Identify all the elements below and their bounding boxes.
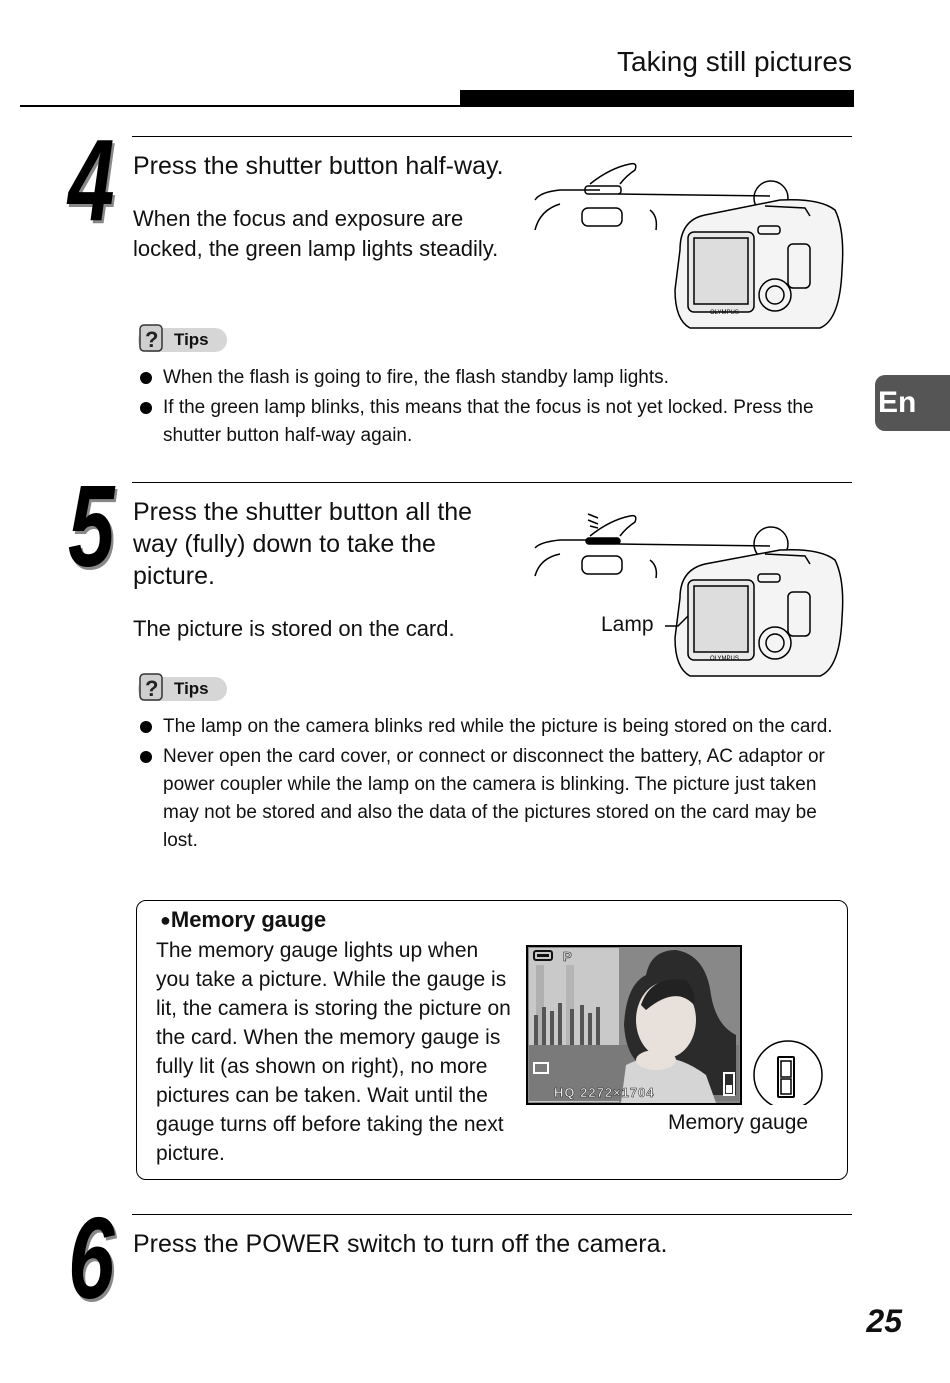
step-5-body: The picture is stored on the card. xyxy=(133,616,455,641)
step-4-number: 4 xyxy=(68,115,115,245)
step-5-title: Press the shutter button all the way (fully) down to take the picture. xyxy=(133,498,473,590)
language-tab-label: En xyxy=(878,386,917,419)
svg-text:?: ? xyxy=(145,676,159,701)
step-4-rule xyxy=(132,136,852,137)
lamp-label: Lamp xyxy=(601,613,654,636)
page-number: 25 xyxy=(866,1303,902,1339)
step-4-tips-list xyxy=(135,364,855,450)
page-header-title: Taking still pictures xyxy=(617,46,852,77)
memory-gauge-body: The memory gauge lights up when you take a picture. While the gauge is lit, the camera is storing the picture on the card. When the memory gauge is fully lit (as shown on right), no more pictures can be taken. Wait until the gauge turns off before taking the next picture. xyxy=(156,939,511,1165)
svg-text:OLYMPUS: OLYMPUS xyxy=(710,310,739,316)
tips-label: Tips xyxy=(138,677,227,701)
lcd-screen-photo xyxy=(526,945,826,1105)
camera-full-press-illustration xyxy=(530,508,850,688)
step-4-body: When the focus and exposure are locked, the green lamp lights steadily. xyxy=(133,206,499,261)
memory-gauge-title: ●Memory gauge xyxy=(160,907,327,932)
tip-item: When the flash is going to fire, the flash standby lamp lights. xyxy=(135,364,855,392)
step-6-title: Press the POWER switch to turn off the camera. xyxy=(133,1230,668,1258)
memory-gauge-caption: Memory gauge xyxy=(668,1111,809,1134)
step-6-rule xyxy=(132,1214,852,1215)
svg-text:OLYMPUS: OLYMPUS xyxy=(710,656,739,662)
step-4-title: Press the shutter button half-way. xyxy=(133,152,504,180)
tip-item: Never open the card cover, or connect or disconnect the battery, AC adaptor or power coupler while the lamp on the camera is blinking. The picture just taken may not be stored and also the data of the pictures stored on the card may be lost. xyxy=(135,743,855,855)
camera-half-press-illustration xyxy=(530,150,850,335)
language-tab[interactable] xyxy=(875,375,950,431)
screen-quality: HQ 2272×1704 xyxy=(554,1085,655,1100)
header-bar xyxy=(460,90,854,107)
tips-question-icon xyxy=(138,323,168,355)
screen-mode: P xyxy=(563,949,572,964)
tip-item: The lamp on the camera blinks red while the picture is being stored on the card. xyxy=(135,713,855,741)
step-5-tips-header xyxy=(138,676,227,702)
step-6-number: 6 xyxy=(68,1193,115,1323)
tip-item: If the green lamp blinks, this means that the focus is not yet locked. Press the shutter button half-way again. xyxy=(135,394,855,450)
step-5-number: 5 xyxy=(68,461,115,591)
step-5-tips-list xyxy=(135,713,855,855)
memory-gauge-title-text: Memory gauge xyxy=(170,907,327,932)
header-rule xyxy=(20,105,460,107)
step-5-rule xyxy=(132,482,852,483)
tips-label: Tips xyxy=(138,328,227,352)
step-4-tips-header xyxy=(138,327,227,353)
tips-question-icon xyxy=(138,672,168,704)
svg-text:?: ? xyxy=(145,327,159,352)
